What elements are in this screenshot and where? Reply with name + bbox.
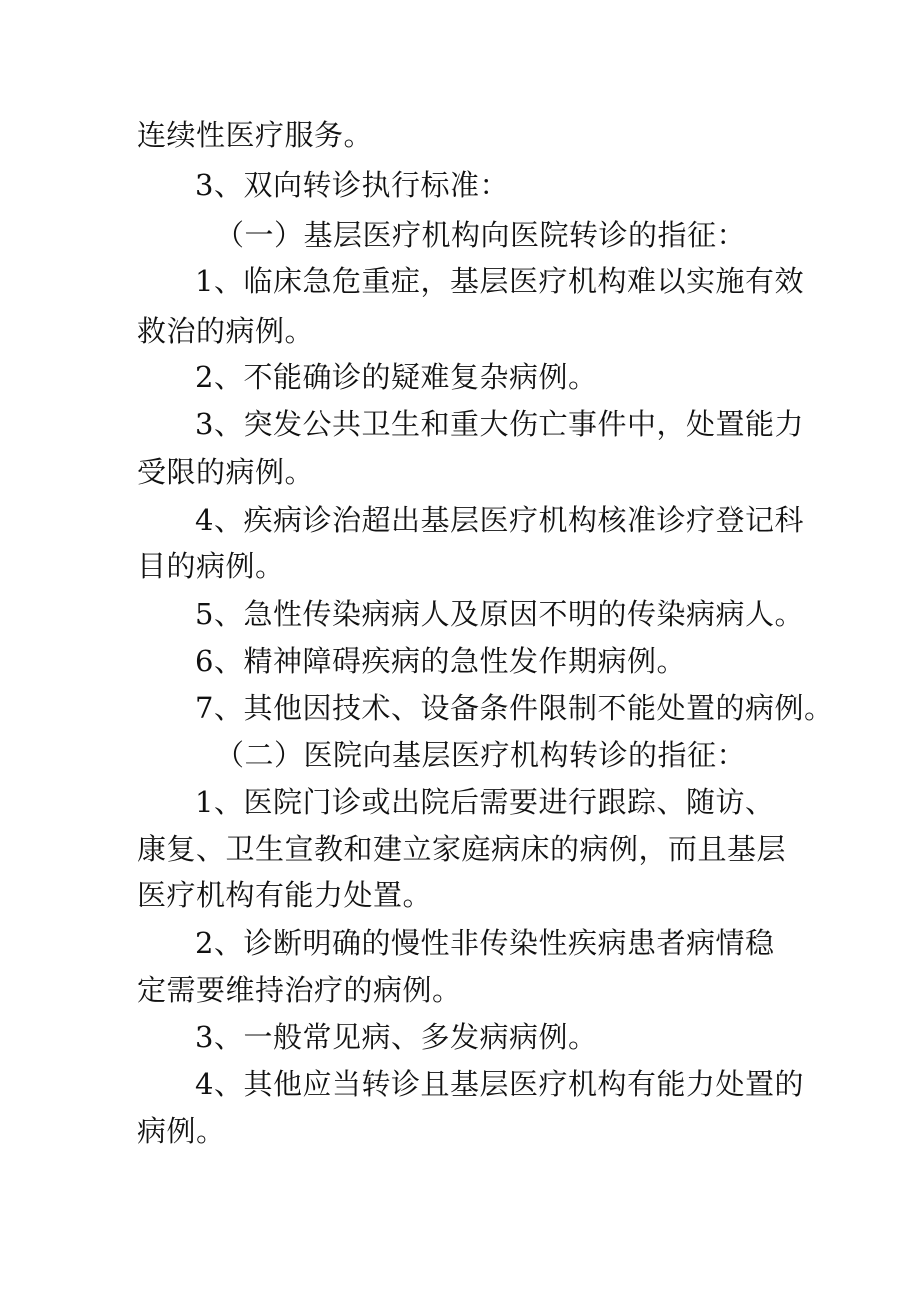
text-line: 4、其他应当转诊且基层医疗机构有能力处置的	[195, 1067, 804, 1101]
text-line: 3、一般常见病、多发病病例。	[195, 1020, 598, 1054]
text-line: 病例。	[137, 1114, 226, 1148]
text-line: 3、双向转诊执行标准：	[195, 168, 509, 202]
text-line: 1、医院门诊或出院后需要进行跟踪、随访、	[195, 785, 775, 819]
text-line: 连续性医疗服务。	[137, 118, 374, 152]
text-line: 医疗机构有能力处置。	[137, 878, 433, 912]
text-line: 7、其他因技术、设备条件限制不能处置的病例。	[195, 691, 834, 725]
text-line: 受限的病例。	[137, 455, 315, 489]
section-heading-1: （一）基层医疗机构向医院转诊的指征：	[215, 218, 747, 252]
text-line: 康复、卫生宣教和建立家庭病床的病例，而且基层	[137, 832, 787, 866]
section-heading-2: （二）医院向基层医疗机构转诊的指征：	[215, 738, 747, 772]
text-line: 5、急性传染病病人及原因不明的传染病病人。	[195, 597, 804, 631]
text-line: 6、精神障碍疾病的急性发作期病例。	[195, 644, 686, 678]
text-line: 定需要维持治疗的病例。	[137, 973, 462, 1007]
text-line: 3、突发公共卫生和重大伤亡事件中，处置能力	[195, 407, 804, 441]
text-line: 目的病例。	[137, 549, 285, 583]
text-line: 2、不能确诊的疑难复杂病例。	[195, 360, 598, 394]
text-line: 4、疾病诊治超出基层医疗机构核准诊疗登记科	[195, 503, 804, 537]
text-line: 1、临床急危重症，基层医疗机构难以实施有效	[195, 264, 804, 298]
text-line: 2、诊断明确的慢性非传染性疾病患者病情稳	[195, 926, 775, 960]
text-line: 救治的病例。	[137, 314, 315, 348]
